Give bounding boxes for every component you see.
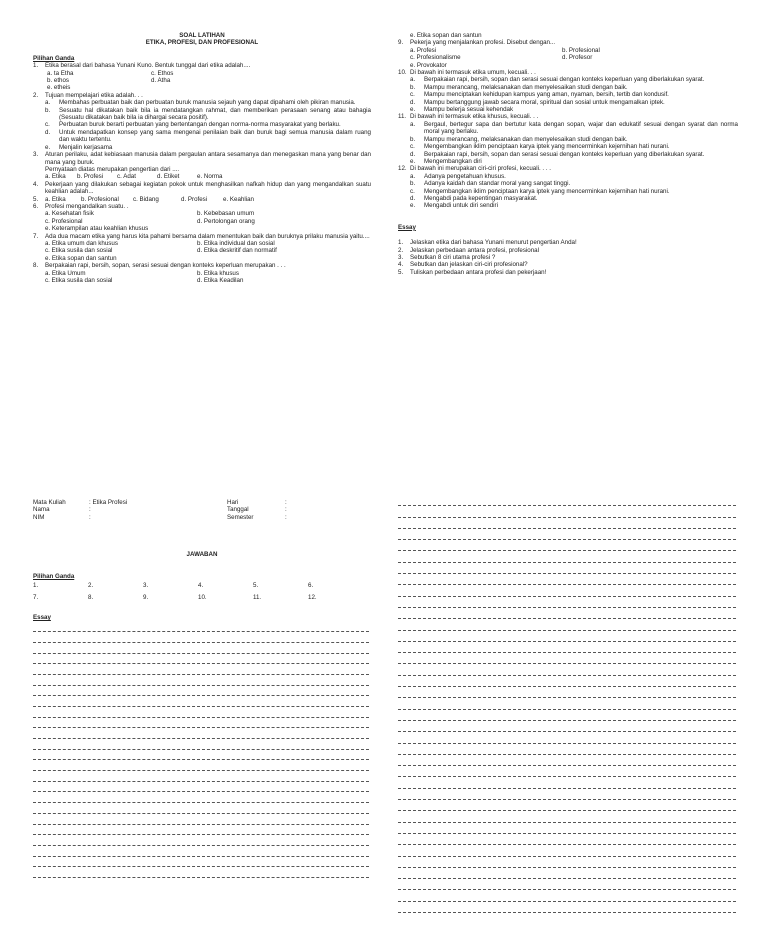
- page-title: SOAL LATIHAN: [179, 32, 225, 39]
- answer-line[interactable]: [398, 800, 736, 811]
- answer-number-grid: [33, 580, 371, 604]
- option: c. Profesional: [45, 217, 83, 225]
- answer-line[interactable]: [33, 739, 369, 750]
- answer-line[interactable]: [398, 653, 736, 664]
- answer-line[interactable]: [398, 518, 736, 529]
- question-3: 3. Aturan perilaku, adat kebiasaan manusia dalam pergaulan antara sesamanya dan menegaskan mana yang benar dan mana yang buruk. Pernyataan diatas merupakan pengertian dari .... a. Etika b. Profesi c. Adat d. Etiket e. Norma: [33, 151, 371, 181]
- answer-line[interactable]: [398, 868, 736, 879]
- answer-line[interactable]: [398, 811, 736, 822]
- answer-slot[interactable]: 2.: [88, 582, 94, 590]
- answer-line[interactable]: [398, 585, 736, 596]
- answer-slot[interactable]: 12.: [308, 594, 317, 602]
- essay-question: 1. Jelaskan etika dari bahasa Yunani menurut pengertian Anda!: [398, 239, 577, 247]
- option: d. Atha: [151, 77, 171, 85]
- answer-sheet-continued: [398, 495, 736, 913]
- section-heading-essay: Essay: [398, 223, 416, 231]
- answer-line[interactable]: [398, 766, 736, 777]
- student-info: Mata Kuliah : Etika Profesi Hari : Nama : Tanggal : NIM : Semester :: [33, 499, 287, 521]
- answer-line[interactable]: [33, 782, 369, 793]
- answer-line[interactable]: [33, 686, 369, 697]
- answer-line[interactable]: [33, 696, 369, 707]
- answer-sheet: [33, 499, 371, 878]
- option: b. Etika khusus: [197, 269, 239, 277]
- answer-line[interactable]: [398, 529, 736, 540]
- answer-line[interactable]: [398, 619, 736, 630]
- option: e. Menjalin kerjasama: [45, 143, 113, 151]
- option: b. Kebebasan umum: [197, 210, 255, 218]
- answer-line[interactable]: [33, 707, 369, 718]
- option: e. Norma: [197, 173, 223, 181]
- answer-line[interactable]: [33, 814, 369, 825]
- essay-question: 2. Jelaskan perbedaan antara profesi, profesional: [398, 246, 539, 254]
- option: c. Mengembangkan iklim penciptaan karya iptek yang mencerminkan kejernihan hati nurani.: [410, 143, 670, 151]
- answer-line[interactable]: [33, 760, 369, 771]
- answer-line[interactable]: [33, 835, 369, 846]
- option: a. Etika: [45, 195, 66, 203]
- option: c. Profesionalisme: [410, 54, 461, 62]
- option: a. Bergaul, bertegur sapa dan bertutur kata dengan sopan, wajar dan edukatif sesuai dengan syarat dan norma moral yang berlaku.: [410, 120, 738, 136]
- question-1: 1. Etika berasal dari bahasa Yunani Kuno. Bentuk tunggal dari etika adalah.... a. ta Etha c. Ethos b. ethos d. Atha e. etheis: [33, 62, 371, 92]
- question-4: 4. Pekerjaan yang dilakukan sebagai kegiatan pokok untuk menghasilkan nafkah hidup dan yang mengandalkan suatu keahlian adalah...: [33, 180, 371, 196]
- question-sheet-right: [398, 32, 738, 276]
- option: d. Mengabdi pada kepentingan masyarakat.: [410, 194, 538, 202]
- answer-line[interactable]: [398, 710, 736, 721]
- answer-line[interactable]: [33, 654, 369, 665]
- option: d. Mampu bertanggung jawab secara moral, spiritual dan sosial untuk mengamalkan iptek.: [410, 98, 665, 106]
- answer-slot[interactable]: 4.: [198, 582, 204, 590]
- option: d. Profesor: [562, 54, 593, 62]
- question-5-options: 5. a. Etika b. Profesional c. Bidang d. Profesi e. Keahlian: [33, 196, 371, 203]
- option: a. Etika umum dan khusus: [45, 239, 118, 247]
- answer-slot[interactable]: 5.: [253, 582, 259, 590]
- option: a. Kesehatan fisik: [45, 210, 94, 218]
- essay-question: 4. Sebutkan dan jelaskan ciri-ciri profesional?: [398, 261, 528, 269]
- answer-slot[interactable]: 9.: [143, 594, 149, 602]
- answer-line[interactable]: [398, 551, 736, 562]
- answer-line[interactable]: [33, 718, 369, 729]
- option: e. Keahlian: [223, 195, 254, 203]
- answer-line[interactable]: [33, 643, 369, 654]
- answer-line[interactable]: [398, 834, 736, 845]
- option: b. Mampu merancang, melaksanakan dan menyelesaikan studi dengan baik.: [410, 83, 628, 91]
- option: b. ethos: [47, 77, 70, 85]
- answer-line[interactable]: [398, 732, 736, 743]
- option: d. Etika Keadilan: [197, 277, 244, 284]
- section-heading-pilihan-ganda: Pilihan Ganda: [33, 54, 75, 62]
- option: d. Etiket: [157, 173, 180, 181]
- option: d. Berpakaian rapi, bersih, sopan dan serasi sesuai dengan konteks keperluan yang diberlakukan syarat.: [410, 150, 705, 158]
- answer-line[interactable]: [398, 902, 736, 913]
- answer-line[interactable]: [398, 789, 736, 800]
- answer-line[interactable]: [398, 642, 736, 653]
- answer-heading-pilihan-ganda: Pilihan Ganda: [33, 572, 75, 580]
- question-10: 10. Di bawah ini termasuk etika umum, kecuali. . . a. Berpakaian rapi, bersih, sopan dan serasi sesuai dengan konteks keperluan yang diberlakukan syarat. b. Mampu merancang, melaksanakan dan menyelesaikan studi dengan baik. c. Mampu menciptakan kehidupan kampus yang aman, nyaman, bersih, tertib dan kondusif. d. Mampu bertanggung jawab secara moral, spiritual dan sosial untuk mengamalkan iptek. e. Mampu belerja sesuai kehendak: [398, 69, 738, 113]
- essay-list: [398, 239, 738, 276]
- answer-line[interactable]: [33, 803, 369, 814]
- answer-line[interactable]: [33, 867, 369, 878]
- option: d. Pertolongan orang: [197, 217, 255, 225]
- option: e. Provokator: [410, 61, 447, 69]
- answer-line[interactable]: [398, 506, 736, 517]
- answer-slot[interactable]: 7.: [33, 594, 39, 602]
- answer-line[interactable]: [33, 792, 369, 803]
- option: b. Etika individual dan sosial: [197, 239, 275, 247]
- answer-line[interactable]: [33, 857, 369, 868]
- answer-slot[interactable]: 3.: [143, 582, 149, 590]
- answer-line[interactable]: [398, 687, 736, 698]
- option: c. Perbuatan buruk berarti perbuatan yang bertentangan dengan norma-norma masyarakat yang berlaku.: [45, 121, 341, 129]
- option: a. Etika: [45, 173, 66, 181]
- answer-line[interactable]: [398, 857, 736, 868]
- answer-line[interactable]: [398, 890, 736, 901]
- answer-line[interactable]: [33, 632, 369, 643]
- essay-question: 3. Sebutkan 8 ciri utama profesi ?: [398, 253, 496, 261]
- answer-line[interactable]: [33, 675, 369, 686]
- option: e. etheis: [47, 84, 71, 92]
- option: c. Adat: [117, 173, 136, 181]
- answer-line[interactable]: [398, 608, 736, 619]
- option: e. Mengembangkan diri: [410, 157, 482, 165]
- option: e. Keterampilan atau keahlian khusus: [45, 225, 149, 233]
- answer-line[interactable]: [33, 728, 369, 739]
- question-6: 6. Profesi mengandalkan suatu. . a. Kesehatan fisik b. Kebebasan umum c. Profesional d. Pertolongan orang e. Keterampilan atau keahlian khusus: [33, 203, 371, 233]
- essay-question: 5. Tuliskan perbedaan antara profesi dan pekerjaan!: [398, 268, 547, 276]
- option: b. Adanya kaidah dan standar moral yang sangat tinggi.: [410, 180, 571, 188]
- option: a. ta Etha: [47, 69, 74, 77]
- option: e. Mampu belerja sesuai kehendak: [410, 106, 514, 114]
- answer-line[interactable]: [33, 750, 369, 761]
- answer-title: JAWABAN: [186, 551, 218, 559]
- option: d. Untuk mendapatkan konsep yang sama mengenai penilaian baik dan buruk bagi semua manusia dalam ruang dan waktu tertentu.: [45, 128, 371, 144]
- question-11: 11. Di bawah ini termasuk etika khusus, kecuali. . . a. Bergaul, bertegur sapa dan bertutur kata dengan sopan, wajar dan edukatif sesuai dengan syarat dan norma moral yang berlaku. b. Mampu merancang, melaksanakan dan menyelesaikan studi dengan baik. c. Mengembangkan iklim penciptaan karya iptek yang mencerminkan kejernihan hati nurani. d. Berpakaian rapi, bersih, sopan dan serasi sesuai dengan konteks keperluan yang diberlakukan syarat. e. Mengembangkan diri: [398, 113, 738, 165]
- answer-slot[interactable]: 8.: [88, 594, 94, 602]
- answer-line[interactable]: [398, 845, 736, 856]
- answer-line[interactable]: [398, 631, 736, 642]
- option: c. Ethos: [151, 69, 174, 77]
- answer-line[interactable]: [398, 698, 736, 709]
- answer-line[interactable]: [398, 755, 736, 766]
- question-9: 9. Pekerja yang menjalankan profesi. Disebut dengan... a. Profesi b. Profesional c. Profesionalisme d. Profesor e. Provokator: [398, 39, 738, 69]
- answer-line[interactable]: [33, 846, 369, 857]
- option: c. Mampu menciptakan kehidupan kampus yang aman, nyaman, bersih, tertib dan kondusif.: [410, 91, 669, 99]
- answer-heading-essay: Essay: [33, 614, 51, 622]
- option: e. Etika sopan dan santun: [410, 32, 482, 39]
- option: a. Profesi: [410, 46, 437, 54]
- answer-line[interactable]: [33, 771, 369, 782]
- answer-slot[interactable]: 6.: [308, 582, 314, 590]
- option: b. Sesuatu hal dikatakan baik bila ia mendatangkan rahmat, dan memberikan perasaan senang atau bahagia (Sesuatu dikatakan baik bila ia dihargai secara positif).: [45, 106, 371, 122]
- answer-line[interactable]: [398, 563, 736, 574]
- question-sheet-left: [33, 32, 371, 284]
- option: a. Etika Umum: [45, 269, 86, 277]
- question-7: 7. Ada dua macam etika yang harus kita pahami bersama dalam menentukan baik dan buruknya prilaku manusia yaitu.... a. Etika umum dan khusus b. Etika individual dan sosial c. Etika susila dan sosial d. Etika deskritif dan normatif e. Etika sopan dan santun: [33, 232, 370, 262]
- option: c. Etika susila dan sosial: [45, 277, 113, 284]
- answer-line[interactable]: [398, 879, 736, 890]
- option: b. Mampu merancang, melaksanakan dan menyelesaikan studi dengan baik.: [410, 135, 628, 143]
- option: a. Berpakaian rapi, bersih, sopan dan serasi sesuai dengan konteks keperluan yang diberlakukan syarat.: [410, 76, 705, 84]
- question-8: 8. Berpakaian rapi, bersih, sopan, serasi sesuai dengan konteks keperluan merupakan . . . a. Etika Umum b. Etika khusus c. Etika susila dan sosial d. Etika Keadilan: [33, 262, 371, 284]
- answer-line[interactable]: [398, 823, 736, 834]
- answer-line[interactable]: [33, 664, 369, 675]
- answer-line[interactable]: [398, 574, 736, 585]
- option: a. Membahas perbuatan baik dan perbuatan buruk manusia sejauh yang dapat dipahami oleh pikiran manusia.: [45, 99, 356, 107]
- answer-line[interactable]: [398, 540, 736, 551]
- option: c. Mengembangkan iklim penciptaan karya iptek yang mencerminkan kejernihan hati nurani.: [410, 187, 670, 195]
- option: a. Adanya pengetahuan khusus.: [410, 172, 506, 180]
- page-subtitle: ETIKA, PROFESI, DAN PROFESIONAL: [145, 39, 259, 47]
- answer-line[interactable]: [398, 676, 736, 687]
- essay-answer-lines-continued[interactable]: [398, 495, 736, 913]
- answer-line[interactable]: [398, 495, 736, 506]
- option: b. Profesional: [562, 46, 600, 54]
- option: d. Etika deskritif dan normatif: [197, 247, 277, 255]
- answer-slot[interactable]: 11.: [253, 594, 262, 602]
- option: c. Etika susila dan sosial: [45, 247, 113, 255]
- option: e. Etika sopan dan santun: [45, 254, 117, 262]
- question-2: 2. Tujuan mempelajari etika adalah. . . a. Membahas perbuatan baik dan perbuatan buruk manusia sejauh yang dapat dipahami oleh pikiran manusia. b. Sesuatu hal dikatakan baik bila ia mendatangkan rahmat, dan memberikan perasaan senang atau bahagia (Sesuatu dikatakan baik bila ia dihargai secara positif). c. Perbuatan buruk berarti perbuatan yang bertentangan dengan norma-norma masyarakat yang berlaku. d. Untuk mendapatkan konsep yang sama mengenai penilaian baik dan buruk bagi semua manusia dalam ruang dan waktu tertentu. e. Menjalin kerjasama: [33, 91, 371, 151]
- essay-answer-lines[interactable]: [33, 621, 369, 878]
- answer-line[interactable]: [33, 825, 369, 836]
- option: b. Profesi: [77, 173, 104, 181]
- answer-slot[interactable]: 10.: [198, 594, 207, 602]
- question-12: 12. Di bawah ini merupakan ciri-ciri profesi, kecuali. . . . a. Adanya pengetahuan khusus. b. Adanya kaidah dan standar moral yang sangat tinggi. c. Mengembangkan iklim penciptaan karya iptek yang mencerminkan kejernihan hati nurani. d. Mengabdi pada kepentingan masyarakat. e. Mengabdi untuk diri sendiri: [398, 165, 738, 209]
- option: e. Mengabdi untuk diri sendiri: [410, 202, 498, 210]
- answer-line[interactable]: [398, 597, 736, 608]
- option: b. Profesional: [81, 195, 119, 203]
- answer-line[interactable]: [398, 744, 736, 755]
- answer-slot[interactable]: 1.: [33, 582, 39, 590]
- option: d. Profesi: [181, 195, 208, 203]
- answer-line[interactable]: [33, 621, 369, 632]
- answer-line[interactable]: [398, 664, 736, 675]
- answer-line[interactable]: [398, 777, 736, 788]
- option: c. Bidang: [133, 195, 159, 203]
- answer-line[interactable]: [398, 721, 736, 732]
